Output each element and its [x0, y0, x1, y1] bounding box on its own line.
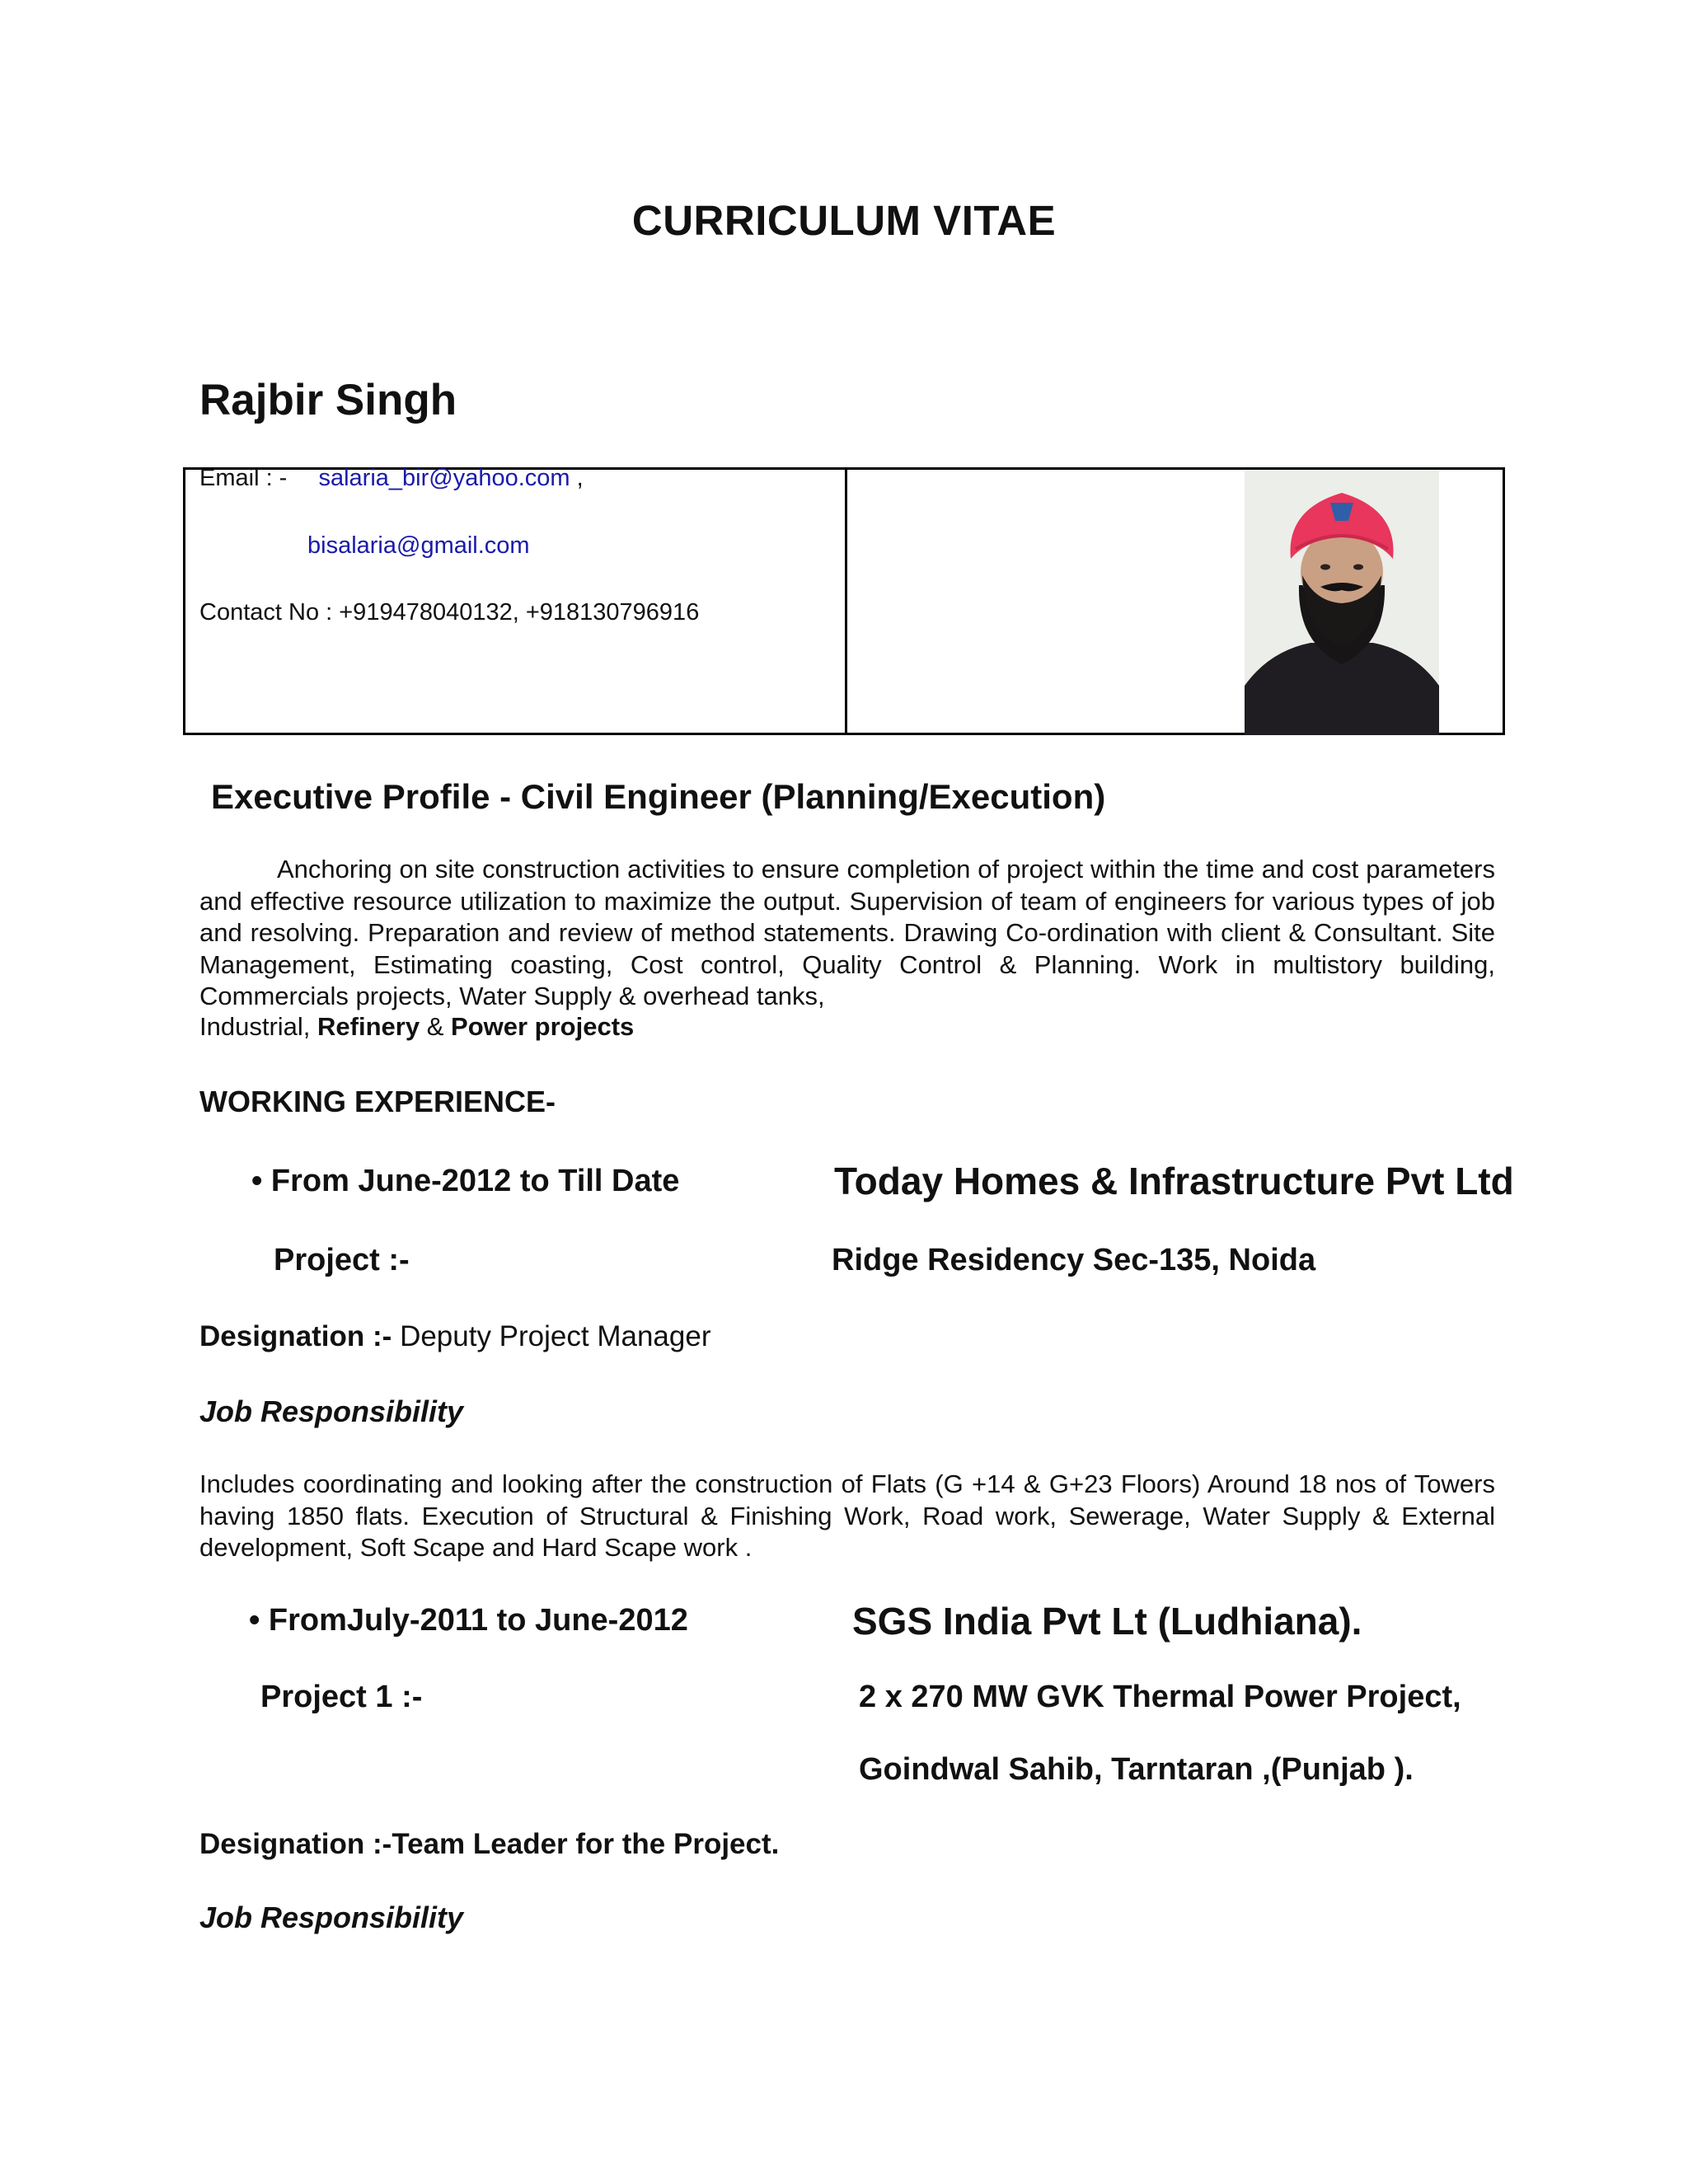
- experience-heading: WORKING EXPERIENCE-: [199, 1085, 556, 1118]
- email-link-1[interactable]: salaria_bir@yahoo.com: [318, 465, 570, 491]
- profile-industrial: Industrial,: [199, 1012, 311, 1041]
- job1-bullet: •: [251, 1164, 263, 1198]
- email-row: [199, 465, 584, 492]
- job2-designation-label: Designation :-: [199, 1828, 392, 1860]
- phone-numbers: +919478040132, +918130796916: [339, 599, 700, 626]
- contact-divider: [845, 470, 847, 733]
- job1-responsibility-heading: Job Responsibility: [199, 1394, 464, 1428]
- profile-amp: &: [426, 1012, 444, 1041]
- profile-photo: [1245, 470, 1439, 735]
- phone-row: [199, 599, 699, 626]
- job1-designation-label: Designation :-: [199, 1320, 392, 1352]
- job1-project-label: Project :-: [274, 1243, 410, 1277]
- job1-period-row: [251, 1164, 679, 1199]
- portrait-image: [1245, 470, 1439, 735]
- job2-responsibility-heading: Job Responsibility: [199, 1900, 464, 1934]
- phone-label: Contact No :: [199, 599, 333, 626]
- job1-designation-value: Deputy Project Manager: [400, 1320, 711, 1352]
- profile-power: Power projects: [451, 1012, 635, 1041]
- job2-designation: [199, 1828, 779, 1861]
- job2-period: FromJuly-2011 to June-2012: [268, 1603, 688, 1638]
- profile-paragraph: [199, 854, 1495, 1013]
- candidate-name: Rajbir Singh: [199, 376, 457, 424]
- job2-project-line-2: Goindwal Sahib, Tarntaran ,(Punjab ).: [859, 1752, 1414, 1787]
- job2-company: SGS India Pvt Lt (Ludhiana).: [852, 1600, 1362, 1643]
- email-label: Email : -: [199, 465, 288, 491]
- email-separator: ,: [576, 465, 584, 491]
- profile-refinery: Refinery: [317, 1012, 420, 1041]
- profile-heading: Executive Profile - Civil Engineer (Planning/Execution): [211, 777, 1106, 816]
- job2-project-line-1: 2 x 270 MW GVK Thermal Power Project,: [859, 1680, 1461, 1714]
- contact-box: [183, 467, 1505, 735]
- document-title: CURRICULUM VITAE: [631, 197, 1057, 244]
- job2-project-label: Project 1 :-: [260, 1680, 423, 1714]
- job2-designation-value: Team Leader for the Project.: [392, 1828, 780, 1860]
- job1-responsibility-text: Includes coordinating and looking after the construction of Flats (G +14 & G+23 Floors) Around 18 nos of Towers having 1850 flats. Execution of Structural & Finishing Work, Road work, Sewerage, Water Supply & External development, Soft Scape and Hard Scape work .: [199, 1469, 1495, 1562]
- profile-text: Anchoring on site construction activities to ensure completion of project within the time and cost parameters and effective resource utilization to maximize the output. Supervision of team of engineers for various types of job and resolving. Preparation and review of method statements. Drawing Co-ordination with client & Consultant. Site Management, Estimating coasting, Cost control, Quality Control & Planning. Work in multistory building, Commercials projects, Water Supply & overhead tanks,: [199, 855, 1495, 1010]
- email-link-2[interactable]: bisalaria@gmail.com: [307, 532, 530, 559]
- job1-company: Today Homes & Infrastructure Pvt Ltd: [834, 1160, 1514, 1202]
- job2-period-row: [249, 1603, 688, 1638]
- job1-project-name: Ridge Residency Sec-135, Noida: [832, 1243, 1316, 1277]
- job1-designation: [199, 1320, 710, 1353]
- job1-period: From June-2012 to Till Date: [270, 1164, 680, 1198]
- profile-last-line: [199, 1012, 634, 1042]
- job2-bullet: •: [249, 1603, 260, 1638]
